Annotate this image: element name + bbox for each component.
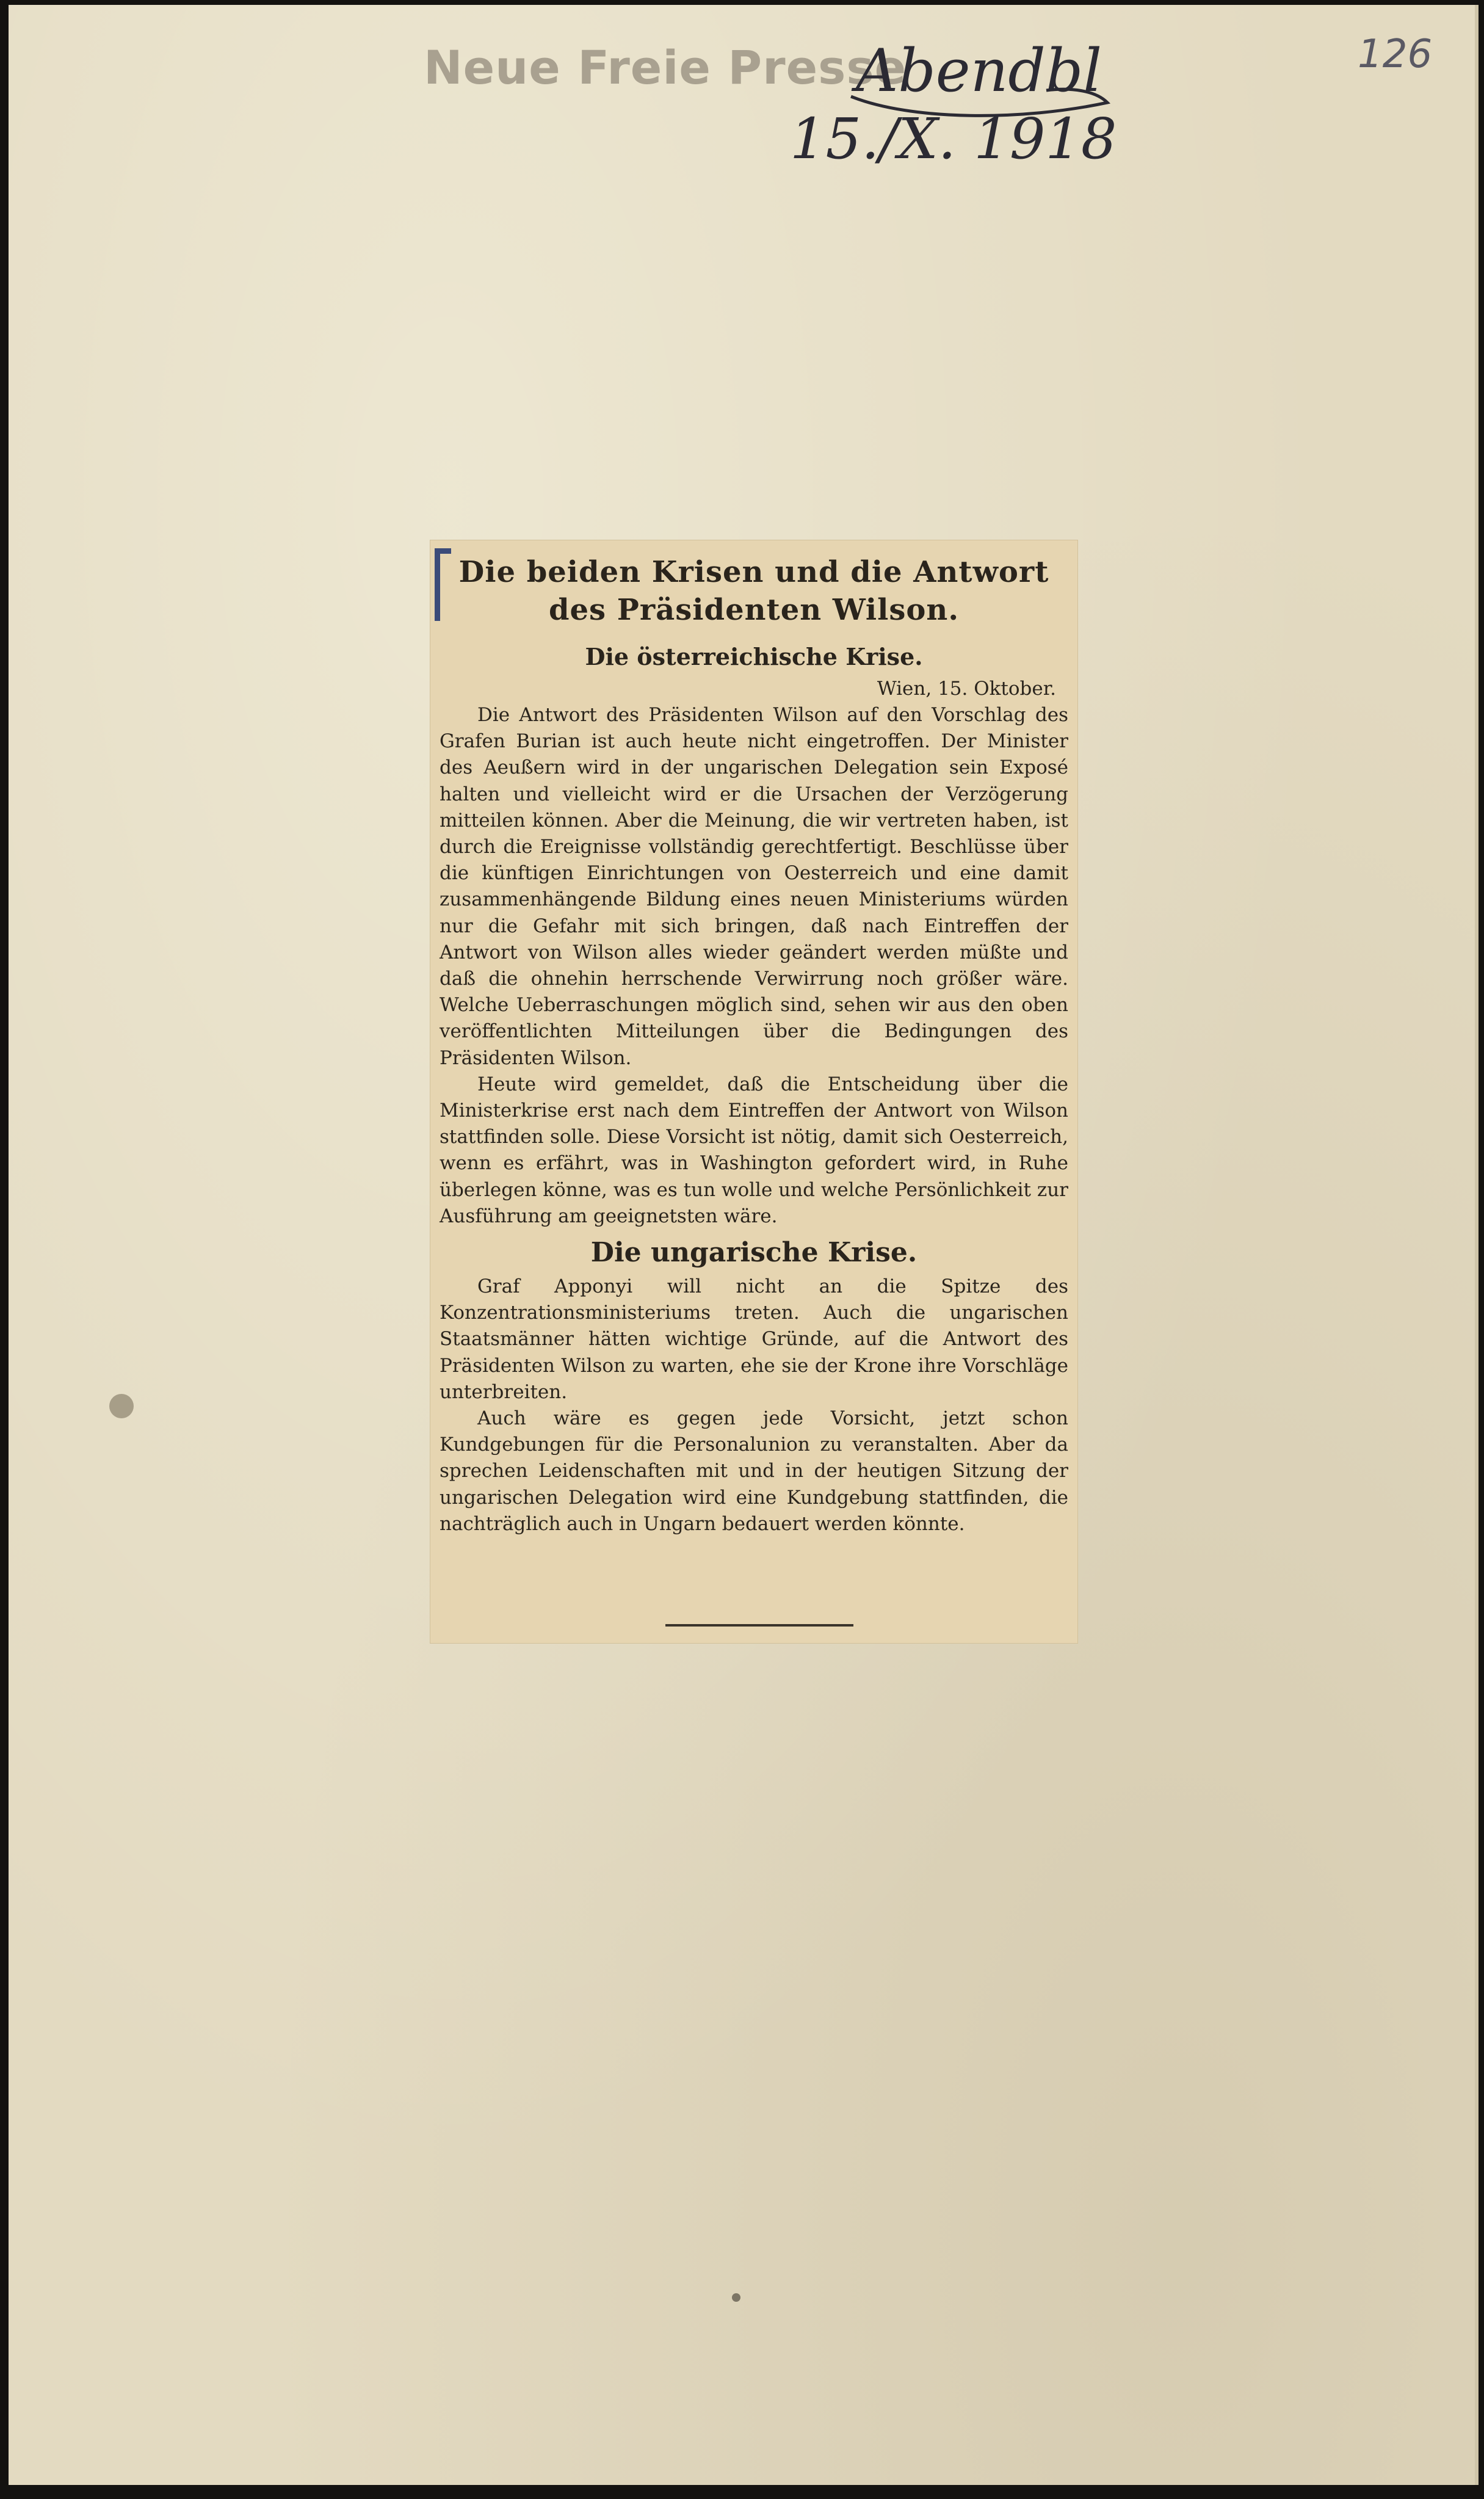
article-paragraph: Graf Apponyi will nicht an die Spitze des Konzentrationsministeriums treten. Auch die ungarischen Staatsmänner hätten wichtige Gründe, auf die Antwort des Präsidenten Wilson zu warten, ehe sie der Krone ihre Vorschläge unterbreiten. (440, 1275, 1068, 1403)
paper-stain (732, 2293, 740, 2302)
article-headline: Die beiden Krisen und die Antwort des Präsidenten Wilson. (458, 555, 1049, 627)
handwritten-date: 15./X. 1918 (790, 106, 1117, 172)
blue-pencil-mark (435, 548, 451, 621)
article-paragraph: Heute wird gemeldet, daß die Entscheidung über die Ministerkrise erst nach dem Eintreffen der Antwort von Wilson stattfinden solle. Diese Vorsicht ist nötig, damit sich Oesterreich, wenn es erfährt, was in Washington gefordert wird, in Ruhe überlegen könne, was es tun wolle und welche Persönlichkeit zur Ausführung am geeignetsten wäre. (440, 1073, 1068, 1227)
section-title-hungary: Die ungarische Krise. (590, 1237, 918, 1269)
folio-number: 126 (1358, 32, 1433, 77)
article-paragraph: Die Antwort des Präsidenten Wilson auf den Vorschlag des Grafen Burian ist auch heute nicht eingetroffen. Der Minister des Aeußern wird in der ungarischen Delegation sein Exposé halten und vielleicht wird er die Ursachen der Verzögerung mitteilen können. Aber die Meinung, die wir vertreten haben, ist durch die Ereignisse vollständig gerechtfertigt. Beschlüsse über die künftigen Einrichtungen von Oesterreich und eine damit zusammenhängende Bildung eines neuen Ministeriums würden nur die Gefahr mit sich bringen, daß nach Eintreffen der Antwort von Wilson alles wieder geändert werden müßte und daß die ohnehin herrschende Verwirrung noch größer wäre. Welche Ueberraschungen möglich sind, sehen wir aus den oben veröffentlichten Mitteilungen über die Bedingungen des Präsidenten Wilson. (440, 704, 1068, 1069)
section-title-austria: Die österreichische Krise. (585, 643, 923, 670)
paper-stain (109, 1394, 134, 1418)
article-paragraph: Auch wäre es gegen jede Vorsicht, jetzt schon Kundgebungen für die Personalunion zu veranstalten. Aber da sprechen Leidenschaften mit und in der heutigen Sitzung der ungarischen Delegation wird eine Kundgebung stattfinden, die nachträglich auch in Ungarn bedauert werden könnte. (440, 1407, 1068, 1535)
handwritten-edition: Abendbl (856, 37, 1102, 105)
end-rule (665, 1624, 853, 1627)
newspaper-clipping (430, 540, 1078, 1644)
dateline: Wien, 15. Oktober. (877, 678, 1056, 700)
archive-sheet (9, 5, 1479, 2485)
newspaper-stamp: Neue Freie Presse (424, 40, 907, 95)
